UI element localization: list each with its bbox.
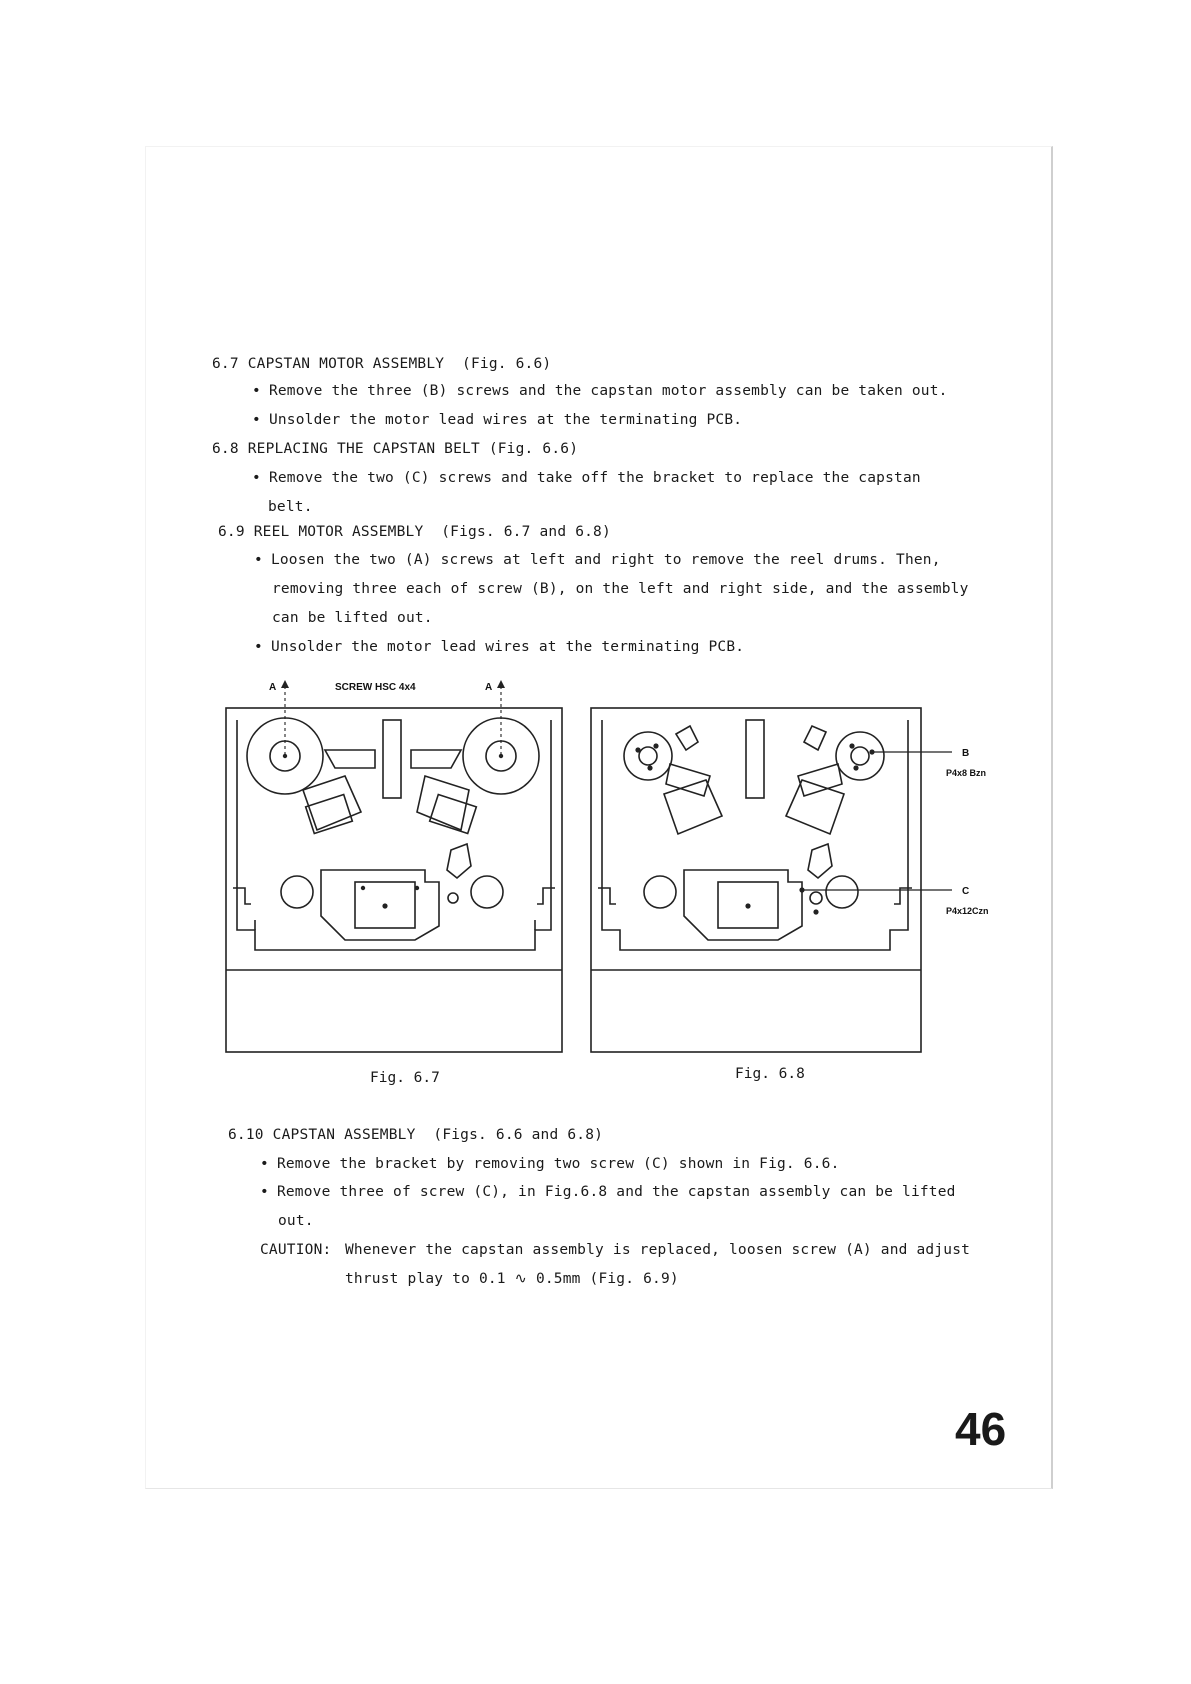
fig67-label-a-right: A (485, 682, 493, 693)
fig68-label-c-spec: P4x12Czn (946, 906, 989, 916)
fig68-label-c: C (962, 886, 970, 897)
figure-6-8-diagram (590, 680, 1010, 1060)
fig-6-7-caption: Fig. 6.7 (370, 1070, 440, 1086)
figure-6-7-diagram (225, 680, 565, 1060)
bullet-continuation: out. (278, 1213, 314, 1229)
bullet-continuation: can be lifted out. (272, 610, 433, 626)
fig-6-8-caption: Fig. 6.8 (735, 1066, 805, 1082)
section-heading-6-7: 6.7 CAPSTAN MOTOR ASSEMBLY (Fig. 6.6) (212, 356, 552, 372)
fig68-label-b: B (962, 748, 970, 759)
bullet-line: • Remove three of screw (C), in Fig.6.8 and the capstan assembly can be lifted (260, 1183, 956, 1201)
fig68-label-b-spec: P4x8 Bzn (946, 768, 987, 778)
section-heading-6-8: 6.8 REPLACING THE CAPSTAN BELT (Fig. 6.6) (212, 441, 579, 457)
fig67-label-a-left: A (269, 682, 277, 693)
bullet-line: • Loosen the two (A) screws at left and right to remove the reel drums. Then, (254, 551, 941, 569)
bullet-line: • Remove the three (B) screws and the capstan motor assembly can be taken out. (252, 382, 948, 400)
caution-label: CAUTION: (260, 1242, 332, 1258)
bullet-continuation: removing three each of screw (B), on the left and right side, and the assembly (272, 581, 969, 597)
page-number: 46 (955, 1403, 1007, 1455)
fig67-screw-label: SCREW HSC 4x4 (335, 682, 416, 693)
bullet-continuation: belt. (268, 499, 313, 515)
caution-text: Whenever the capstan assembly is replaced, loosen screw (A) and adjust (345, 1242, 971, 1258)
caution-text: thrust play to 0.1 ∿ 0.5mm (Fig. 6.9) (345, 1271, 679, 1287)
section-heading-6-9: 6.9 REEL MOTOR ASSEMBLY (Figs. 6.7 and 6.8) (218, 524, 611, 540)
bullet-line: • Remove the two (C) screws and take off the bracket to replace the capstan (252, 469, 921, 487)
section-heading-6-10: 6.10 CAPSTAN ASSEMBLY (Figs. 6.6 and 6.8) (228, 1127, 604, 1143)
bullet-line: • Unsolder the motor lead wires at the terminating PCB. (252, 411, 742, 429)
bullet-line: • Unsolder the motor lead wires at the terminating PCB. (254, 638, 744, 656)
bullet-line: • Remove the bracket by removing two screw (C) shown in Fig. 6.6. (260, 1155, 840, 1173)
